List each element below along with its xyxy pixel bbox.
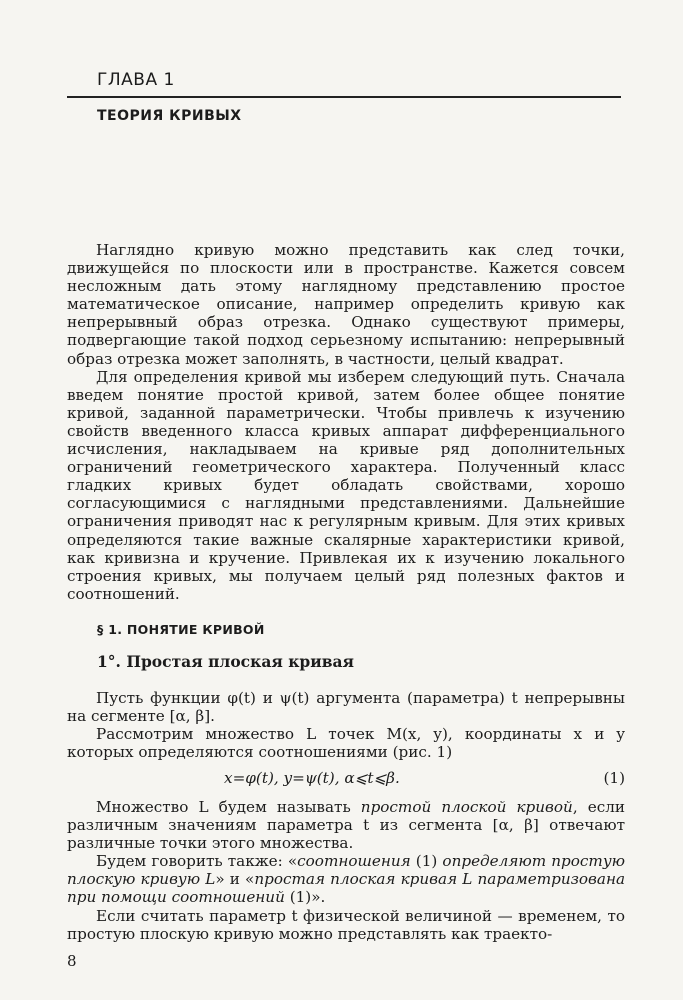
chapter-label: ГЛАВА 1 xyxy=(97,70,175,90)
p4-text-d: (1)». xyxy=(284,888,326,907)
p4-em-3: простая плоская кривая L параметризована при помощи соотношений xyxy=(67,870,625,907)
p3-text-b: , если различным значениям параметра t из сегмента [α, β] отвечают различные точки этого множества. xyxy=(67,798,625,853)
body-paragraph-3 xyxy=(67,798,625,852)
chapter-title: ТЕОРИЯ КРИВЫХ xyxy=(97,108,242,124)
body-paragraph-2: Рассмотрим множество L точек M(x, y), координаты x и y которых определяются соотношениями (рис. 1) xyxy=(67,725,625,762)
intro-paragraph-1: Наглядно кривую можно представить как след точки, движущейся по плоскости или в пространстве. Кажется совсем несложным дать этому наглядному представлению простое математическое описание, например определить кривую как непрерывный образ отрезка. Однако существуют примеры, подвергающие такой подход серьезному испытанию: непрерывный образ отрезка может заполнять, в частности, целый квадрат. xyxy=(67,241,625,368)
body-paragraph-1: Пусть функции φ(t) и ψ(t) аргумента (параметра) t непрерывны на сегменте [α, β]. xyxy=(67,689,625,726)
page-number: 8 xyxy=(67,952,77,970)
p4-text-a: Будем говорить также: « xyxy=(96,852,298,871)
chapter-rule xyxy=(67,96,621,98)
intro-text xyxy=(67,241,625,603)
intro-paragraph-2: Для определения кривой мы изберем следующий путь. Сначала введем понятие простой кривой, затем более общее понятие кривой, заданной параметрически. Чтобы привлечь к изучению свойств введенного класса кривых аппарат дифференциального исчисления, накладываем на кривые ряд дополнительных ограничений геометрического характера. Полученный класс гладких кривых будет обладать свойствами, хорошо согласующимися с наглядными представлениями. Дальнейшие ограничения приводят нас к регулярным кривым. Для этих кривых определяются такие важные скалярные характеристики кривой, как кривизна и кручение. Привлекая их к изучению локального строения кривых, мы получаем целый ряд полезных фактов и соотношений. xyxy=(67,367,625,603)
formula-row xyxy=(67,769,625,789)
body-paragraph-5: Если считать параметр t физической величиной — временем, то простую плоскую кривую можно представлять как траекто- xyxy=(67,906,625,943)
body-text-1 xyxy=(67,689,625,761)
p4-em-1: соотношения xyxy=(297,852,411,871)
subsection-title: 1°. Простая плоская кривая xyxy=(97,652,354,671)
formula-number: (1) xyxy=(603,769,625,787)
p3-term: простой плоской кривой xyxy=(360,798,573,816)
body-text-2 xyxy=(67,798,625,943)
body-paragraph-4 xyxy=(67,852,625,906)
p4-em-2: определяют простую плоскую кривую L xyxy=(67,852,625,889)
p4-text-b: (1) xyxy=(410,852,443,871)
p4-text-c: » и « xyxy=(215,870,255,889)
section-title: § 1. ПОНЯТИЕ КРИВОЙ xyxy=(97,622,265,637)
p3-text-a: Множество L будем называть xyxy=(96,798,361,816)
formula: x=φ(t), y=ψ(t), α⩽t⩽β. xyxy=(224,769,400,787)
